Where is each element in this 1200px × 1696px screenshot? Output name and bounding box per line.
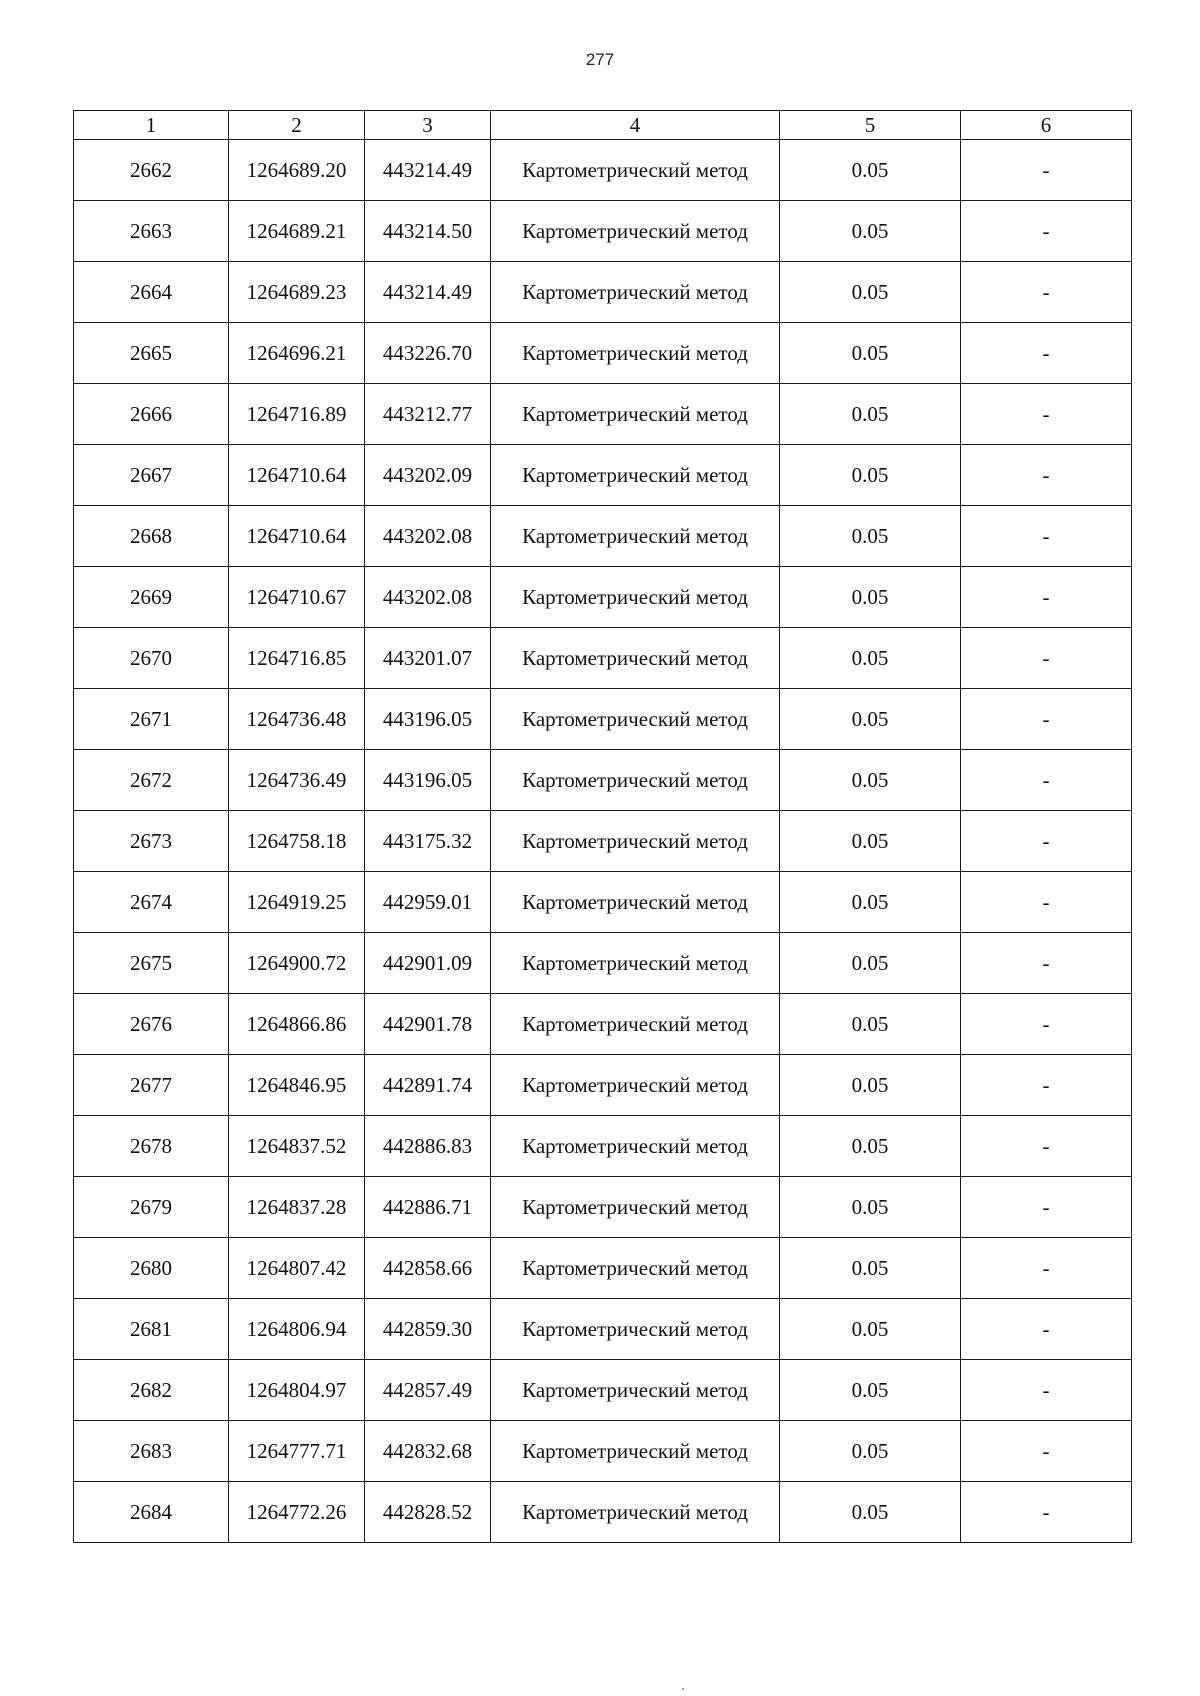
note-cell: - — [961, 201, 1132, 262]
point-number-cell: 2678 — [74, 1116, 229, 1177]
note-cell: - — [961, 689, 1132, 750]
page-number: 277 — [585, 50, 615, 69]
coordinate-y-cell: 443202.08 — [365, 506, 491, 567]
accuracy-cell: 0.05 — [780, 1482, 961, 1543]
table-row — [74, 140, 1132, 201]
column-header-1: 1 — [74, 111, 229, 140]
point-number-cell: 2665 — [74, 323, 229, 384]
method-cell: Картометрический метод — [491, 201, 780, 262]
coordinate-x-cell: 1264710.67 — [229, 567, 365, 628]
table-row — [74, 1421, 1132, 1482]
method-cell: Картометрический метод — [491, 384, 780, 445]
coordinate-y-cell: 443202.08 — [365, 567, 491, 628]
accuracy-cell: 0.05 — [780, 384, 961, 445]
table-row — [74, 933, 1132, 994]
method-cell: Картометрический метод — [491, 1238, 780, 1299]
table-row — [74, 384, 1132, 445]
method-cell: Картометрический метод — [491, 1482, 780, 1543]
accuracy-cell: 0.05 — [780, 1360, 961, 1421]
column-header-6: 6 — [961, 111, 1132, 140]
coordinate-x-cell: 1264696.21 — [229, 323, 365, 384]
table-row — [74, 1238, 1132, 1299]
point-number-cell: 2673 — [74, 811, 229, 872]
accuracy-cell: 0.05 — [780, 750, 961, 811]
point-number-cell: 2674 — [74, 872, 229, 933]
note-cell: - — [961, 323, 1132, 384]
table-row — [74, 1055, 1132, 1116]
accuracy-cell: 0.05 — [780, 689, 961, 750]
coordinate-y-cell: 442891.74 — [365, 1055, 491, 1116]
coordinate-x-cell: 1264900.72 — [229, 933, 365, 994]
point-number-cell: 2662 — [74, 140, 229, 201]
coordinate-y-cell: 442859.30 — [365, 1299, 491, 1360]
note-cell: - — [961, 140, 1132, 201]
table-row — [74, 811, 1132, 872]
scan-artifact-dot — [682, 1688, 684, 1690]
point-number-cell: 2667 — [74, 445, 229, 506]
note-cell: - — [961, 506, 1132, 567]
table-row — [74, 1482, 1132, 1543]
method-cell: Картометрический метод — [491, 628, 780, 689]
coordinate-x-cell: 1264716.89 — [229, 384, 365, 445]
note-cell: - — [961, 1360, 1132, 1421]
coordinate-x-cell: 1264710.64 — [229, 445, 365, 506]
accuracy-cell: 0.05 — [780, 506, 961, 567]
coordinate-x-cell: 1264846.95 — [229, 1055, 365, 1116]
coordinate-y-cell: 443196.05 — [365, 750, 491, 811]
table-body — [74, 140, 1132, 1543]
method-cell: Картометрический метод — [491, 262, 780, 323]
coordinate-x-cell: 1264689.20 — [229, 140, 365, 201]
coordinate-y-cell: 442901.09 — [365, 933, 491, 994]
table-row — [74, 323, 1132, 384]
coordinate-y-cell: 443226.70 — [365, 323, 491, 384]
accuracy-cell: 0.05 — [780, 1238, 961, 1299]
method-cell: Картометрический метод — [491, 1177, 780, 1238]
coordinate-y-cell: 443201.07 — [365, 628, 491, 689]
method-cell: Картометрический метод — [491, 1360, 780, 1421]
table-row — [74, 1116, 1132, 1177]
accuracy-cell: 0.05 — [780, 933, 961, 994]
coordinate-y-cell: 443214.50 — [365, 201, 491, 262]
accuracy-cell: 0.05 — [780, 628, 961, 689]
coordinate-y-cell: 442832.68 — [365, 1421, 491, 1482]
accuracy-cell: 0.05 — [780, 1421, 961, 1482]
coordinate-x-cell: 1264710.64 — [229, 506, 365, 567]
coordinate-x-cell: 1264837.52 — [229, 1116, 365, 1177]
accuracy-cell: 0.05 — [780, 445, 961, 506]
accuracy-cell: 0.05 — [780, 1116, 961, 1177]
method-cell: Картометрический метод — [491, 750, 780, 811]
table-row — [74, 689, 1132, 750]
coordinate-x-cell: 1264689.21 — [229, 201, 365, 262]
table-row — [74, 1299, 1132, 1360]
method-cell: Картометрический метод — [491, 689, 780, 750]
note-cell: - — [961, 1238, 1132, 1299]
table-header — [74, 111, 1132, 140]
note-cell: - — [961, 628, 1132, 689]
accuracy-cell: 0.05 — [780, 811, 961, 872]
coordinates-table — [73, 110, 1132, 1543]
point-number-cell: 2663 — [74, 201, 229, 262]
method-cell: Картометрический метод — [491, 567, 780, 628]
note-cell: - — [961, 872, 1132, 933]
note-cell: - — [961, 1482, 1132, 1543]
method-cell: Картометрический метод — [491, 994, 780, 1055]
accuracy-cell: 0.05 — [780, 201, 961, 262]
accuracy-cell: 0.05 — [780, 262, 961, 323]
point-number-cell: 2680 — [74, 1238, 229, 1299]
accuracy-cell: 0.05 — [780, 567, 961, 628]
method-cell: Картометрический метод — [491, 872, 780, 933]
note-cell: - — [961, 933, 1132, 994]
coordinate-x-cell: 1264807.42 — [229, 1238, 365, 1299]
point-number-cell: 2676 — [74, 994, 229, 1055]
note-cell: - — [961, 750, 1132, 811]
coordinate-x-cell: 1264772.26 — [229, 1482, 365, 1543]
table-row — [74, 567, 1132, 628]
note-cell: - — [961, 1055, 1132, 1116]
coordinate-y-cell: 443202.09 — [365, 445, 491, 506]
method-cell: Картометрический метод — [491, 445, 780, 506]
point-number-cell: 2679 — [74, 1177, 229, 1238]
method-cell: Картометрический метод — [491, 323, 780, 384]
table-row — [74, 750, 1132, 811]
coordinate-y-cell: 443214.49 — [365, 140, 491, 201]
coordinate-x-cell: 1264736.49 — [229, 750, 365, 811]
accuracy-cell: 0.05 — [780, 872, 961, 933]
table-row — [74, 201, 1132, 262]
table-row — [74, 994, 1132, 1055]
point-number-cell: 2681 — [74, 1299, 229, 1360]
table-row — [74, 628, 1132, 689]
note-cell: - — [961, 1421, 1132, 1482]
coordinate-y-cell: 442828.52 — [365, 1482, 491, 1543]
note-cell: - — [961, 567, 1132, 628]
method-cell: Картометрический метод — [491, 1299, 780, 1360]
note-cell: - — [961, 1299, 1132, 1360]
point-number-cell: 2683 — [74, 1421, 229, 1482]
coordinate-y-cell: 442959.01 — [365, 872, 491, 933]
coordinate-y-cell: 442886.83 — [365, 1116, 491, 1177]
coordinate-x-cell: 1264777.71 — [229, 1421, 365, 1482]
column-header-4: 4 — [491, 111, 780, 140]
coordinate-y-cell: 442886.71 — [365, 1177, 491, 1238]
table-row — [74, 262, 1132, 323]
coordinate-x-cell: 1264716.85 — [229, 628, 365, 689]
point-number-cell: 2684 — [74, 1482, 229, 1543]
method-cell: Картометрический метод — [491, 1116, 780, 1177]
column-header-2: 2 — [229, 111, 365, 140]
coordinate-x-cell: 1264866.86 — [229, 994, 365, 1055]
coordinate-y-cell: 442901.78 — [365, 994, 491, 1055]
point-number-cell: 2682 — [74, 1360, 229, 1421]
note-cell: - — [961, 262, 1132, 323]
table-row — [74, 872, 1132, 933]
point-number-cell: 2664 — [74, 262, 229, 323]
note-cell: - — [961, 994, 1132, 1055]
table-row — [74, 506, 1132, 567]
accuracy-cell: 0.05 — [780, 1177, 961, 1238]
coordinate-x-cell: 1264804.97 — [229, 1360, 365, 1421]
method-cell: Картометрический метод — [491, 811, 780, 872]
method-cell: Картометрический метод — [491, 506, 780, 567]
coordinate-x-cell: 1264919.25 — [229, 872, 365, 933]
point-number-cell: 2672 — [74, 750, 229, 811]
coordinate-x-cell: 1264758.18 — [229, 811, 365, 872]
coordinate-x-cell: 1264806.94 — [229, 1299, 365, 1360]
point-number-cell: 2670 — [74, 628, 229, 689]
method-cell: Картометрический метод — [491, 140, 780, 201]
accuracy-cell: 0.05 — [780, 1055, 961, 1116]
coordinate-x-cell: 1264689.23 — [229, 262, 365, 323]
note-cell: - — [961, 384, 1132, 445]
note-cell: - — [961, 1116, 1132, 1177]
coordinate-y-cell: 443196.05 — [365, 689, 491, 750]
accuracy-cell: 0.05 — [780, 323, 961, 384]
table-row — [74, 1360, 1132, 1421]
coordinate-y-cell: 443214.49 — [365, 262, 491, 323]
note-cell: - — [961, 811, 1132, 872]
method-cell: Картометрический метод — [491, 1421, 780, 1482]
point-number-cell: 2668 — [74, 506, 229, 567]
point-number-cell: 2675 — [74, 933, 229, 994]
note-cell: - — [961, 1177, 1132, 1238]
coordinate-x-cell: 1264736.48 — [229, 689, 365, 750]
header-row — [74, 111, 1132, 140]
column-header-3: 3 — [365, 111, 491, 140]
coordinate-y-cell: 442858.66 — [365, 1238, 491, 1299]
accuracy-cell: 0.05 — [780, 1299, 961, 1360]
column-header-5: 5 — [780, 111, 961, 140]
coordinate-y-cell: 443212.77 — [365, 384, 491, 445]
method-cell: Картометрический метод — [491, 933, 780, 994]
method-cell: Картометрический метод — [491, 1055, 780, 1116]
coordinate-x-cell: 1264837.28 — [229, 1177, 365, 1238]
point-number-cell: 2671 — [74, 689, 229, 750]
accuracy-cell: 0.05 — [780, 140, 961, 201]
point-number-cell: 2677 — [74, 1055, 229, 1116]
point-number-cell: 2666 — [74, 384, 229, 445]
coordinate-y-cell: 442857.49 — [365, 1360, 491, 1421]
table-row — [74, 445, 1132, 506]
table-row — [74, 1177, 1132, 1238]
coordinate-y-cell: 443175.32 — [365, 811, 491, 872]
accuracy-cell: 0.05 — [780, 994, 961, 1055]
note-cell: - — [961, 445, 1132, 506]
point-number-cell: 2669 — [74, 567, 229, 628]
